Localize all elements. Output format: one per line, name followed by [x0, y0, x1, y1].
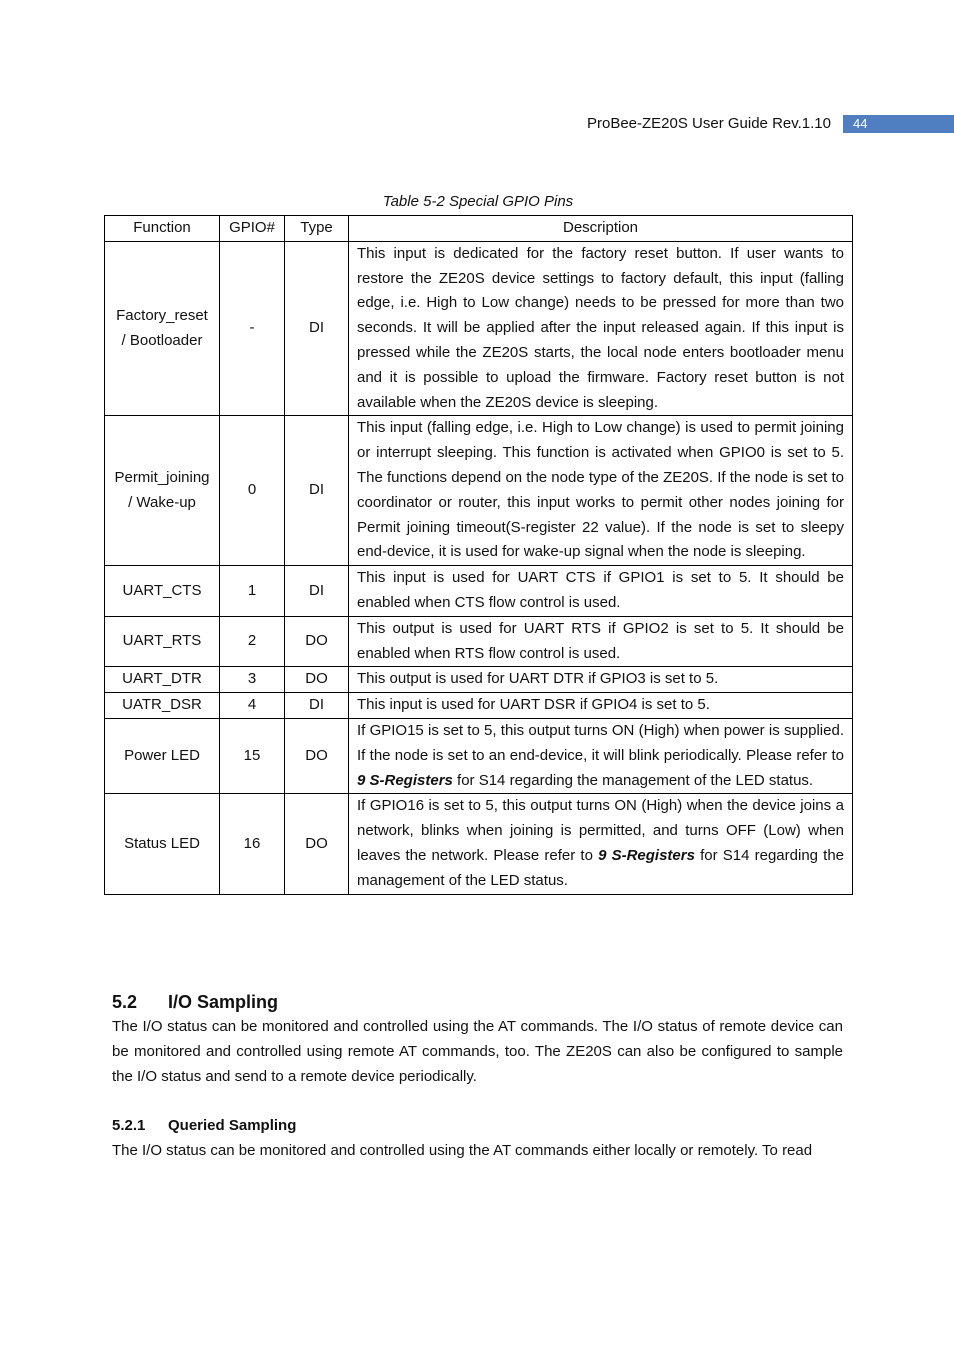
description-text: If GPIO15 is set to 5, this output turns ON (High) when power is supplied. If the node is set to an end-device, it will blink periodically. Please refer to [357, 721, 844, 764]
type-cell: DO [285, 794, 349, 894]
subsection-title: Queried Sampling [168, 1117, 297, 1134]
description-cell: This output is used for UART RTS if GPIO2 is set to 5. It should be enabled when RTS flow control is used. [349, 616, 853, 667]
description-cell: This output is used for UART DTR if GPIO3 is set to 5. [349, 667, 853, 693]
subsection-heading [112, 1116, 296, 1136]
gpio-cell: 1 [220, 566, 285, 617]
table-row [105, 794, 853, 894]
description-text: for S14 regarding the management of the LED status. [357, 846, 845, 889]
gpio-cell: 15 [220, 718, 285, 793]
section-heading [112, 990, 278, 1014]
description-cell: This input (falling edge, i.e. High to Low change) is used to permit joining or interrupt sleeping. This function is activated when GPIO0 is set to 5. The functions depend on the node type of the ZE20S. If the node is set to coordinator or router, this input works to permit other nodes joining for Permit joining timeout(S-register 22 value). If the node is set to sleepy end-device, it is used for wake-up signal when the node is sleeping. [349, 416, 853, 566]
function-cell: UART_DTR [105, 667, 220, 693]
type-cell: DO [285, 616, 349, 667]
table-caption: Table 5-2 Special GPIO Pins [382, 193, 574, 210]
column-header-gpio: GPIO# [220, 216, 285, 242]
function-cell: Power LED [105, 718, 220, 793]
table-row [105, 718, 853, 793]
function-cell [105, 241, 220, 416]
gpio-cell: 16 [220, 794, 285, 894]
gpio-cell: - [220, 241, 285, 416]
gpio-cell: 3 [220, 667, 285, 693]
table-header-row [105, 216, 853, 242]
type-cell: DI [285, 416, 349, 566]
description-cell [349, 794, 853, 894]
description-text: for S14 regarding the management of the LED status. [452, 771, 814, 789]
type-cell: DI [285, 241, 349, 416]
type-cell: DI [285, 693, 349, 719]
function-cell [105, 416, 220, 566]
gpio-cell: 4 [220, 693, 285, 719]
table-row [105, 667, 853, 693]
section-body-paragraph: The I/O status can be monitored and controlled using the AT commands. The I/O status of remote device can be monitored and controlled using remote AT commands, too. The ZE20S can also be configured to sample the I/O status and send to a remote device periodically. [112, 1018, 843, 1085]
description-cell: This input is used for UART CTS if GPIO1 is set to 5. It should be enabled when CTS flow control is used. [349, 566, 853, 617]
description-cell: This input is dedicated for the factory reset button. If user wants to restore the ZE20S device settings to factory default, this input (falling edge, i.e. High to Low change) needs to be pressed for more than two seconds. It will be applied after the input released again. If this input is pressed while the ZE20S starts, the local node enters bootloader menu and it is possible to upload the firmware. Factory reset button is not available when the ZE20S device is sleeping. [349, 241, 853, 416]
section-cross-reference: 9 S-Registers [357, 771, 453, 789]
page-number-badge: 44 [843, 115, 954, 133]
function-cell: UART_CTS [105, 566, 220, 617]
description-cell: This input is used for UART DSR if GPIO4 is set to 5. [349, 693, 853, 719]
function-cell: UART_RTS [105, 616, 220, 667]
table-row [105, 241, 853, 416]
section-number: 5.2 [112, 992, 138, 1012]
gpio-cell: 0 [220, 416, 285, 566]
column-header-function: Function [105, 216, 220, 242]
function-cell: Status LED [105, 794, 220, 894]
function-cell: UATR_DSR [105, 693, 220, 719]
function-line-2: / Wake-up [128, 493, 196, 511]
column-header-type: Type [285, 216, 349, 242]
special-gpio-pins-table [104, 215, 853, 895]
table-row [105, 693, 853, 719]
function-line-1: Factory_reset [116, 306, 208, 324]
table-row [105, 416, 853, 566]
section-title: I/O Sampling [168, 992, 279, 1012]
function-line-2: / Bootloader [121, 331, 203, 349]
description-cell [349, 718, 853, 793]
description-text: If GPIO16 is set to 5, this output turns ON (High) when the device joins a network, blinks when joining is permitted, and turns OFF (Low) when leaves the network. Please refer to [357, 797, 844, 864]
type-cell: DO [285, 718, 349, 793]
table-row [105, 566, 853, 617]
type-cell: DI [285, 566, 349, 617]
type-cell: DO [285, 667, 349, 693]
subsection-body-paragraph: The I/O status can be monitored and controlled using the AT commands either locally or remotely. To read [112, 1142, 813, 1159]
column-header-description: Description [349, 216, 853, 242]
table-row [105, 616, 853, 667]
document-header-title: ProBee-ZE20S User Guide Rev.1.10 [586, 115, 831, 132]
gpio-cell: 2 [220, 616, 285, 667]
subsection-number: 5.2.1 [112, 1117, 146, 1134]
section-cross-reference: 9 S-Registers [598, 846, 695, 864]
function-line-1: Permit_joining [114, 468, 210, 486]
